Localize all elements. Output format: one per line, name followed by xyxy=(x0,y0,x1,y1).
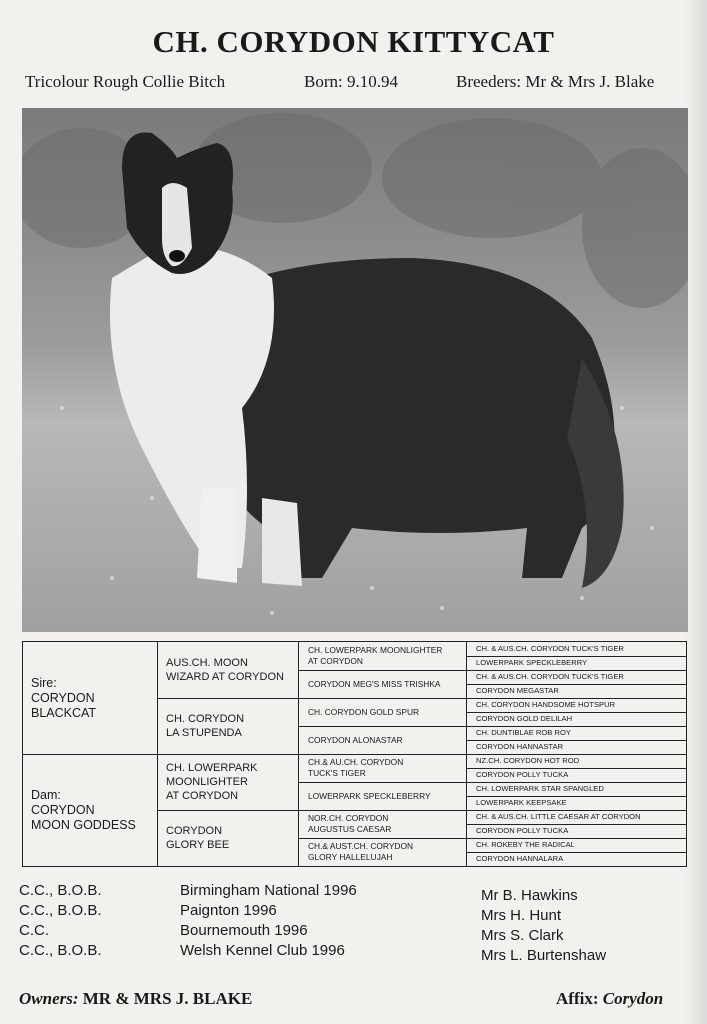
pedigree-gen3-cell: LOWERPARK SPECKLEBERRY xyxy=(308,790,431,801)
birth-date: Born: 9.10.94 xyxy=(304,72,398,91)
pedigree-gen4-cell: CH. ROKEBY THE RADICAL xyxy=(476,840,575,849)
award: C.C., B.O.B. xyxy=(19,882,102,899)
pedigree-gen4-cell: CORYDON POLLY TUCKA xyxy=(476,826,569,835)
pedigree-gen4-cell: CH. DUNTIBLAE ROB ROY xyxy=(476,728,571,737)
pedigree-gen3-cell: CH. LOWERPARK MOONLIGHTER AT CORYDON xyxy=(308,645,443,666)
pedigree-gen4-cell: CH. & AUS.CH. LITTLE CAESAR AT CORYDON xyxy=(476,812,641,821)
pedigree-gen4-cell: CORYDON MEGASTAR xyxy=(476,686,559,695)
pedigree-gen4-cell: NZ.CH. CORYDON HOT ROD xyxy=(476,756,580,765)
show: Birmingham National 1996 xyxy=(180,882,357,899)
pedigree-gen3-cell: CORYDON MEG'S MISS TRISHKA xyxy=(308,678,441,689)
pedigree-gen4-cell: CORYDON HANNASTAR xyxy=(476,742,564,751)
pedigree-gen4-cell: CORYDON GOLD DELILAH xyxy=(476,714,573,723)
pedigree-gen2-cell: CH. CORYDON LA STUPENDA xyxy=(166,713,245,739)
pedigree-gen3-cell: CH.& AU.CH. CORYDON TUCK'S TIGER xyxy=(308,757,404,778)
award: C.C., B.O.B. xyxy=(19,902,102,919)
pedigree-gen2-cell: AUS.CH. MOON WIZARD AT CORYDON xyxy=(166,657,284,683)
affix-label: Affix: xyxy=(556,989,599,1008)
owners-value: MR & MRS J. BLAKE xyxy=(82,989,253,1008)
pedigree-gen2-cell: CORYDON GLORY BEE xyxy=(166,825,230,851)
award: C.C. xyxy=(19,922,49,939)
pedigree-gen4-cell: LOWERPARK KEEPSAKE xyxy=(476,798,567,807)
pedigree-gen4-cell: CH. & AUS.CH. CORYDON TUCK'S TIGER xyxy=(476,644,624,653)
pedigree-gen4-cell: CH. & AUS.CH. CORYDON TUCK'S TIGER xyxy=(476,672,624,681)
pedigree-gen4-cell: CORYDON POLLY TUCKA xyxy=(476,770,569,779)
breeders: Breeders: Mr & Mrs J. Blake xyxy=(456,72,655,91)
show: Paignton 1996 xyxy=(180,902,277,919)
pedigree-gen3-cell: CORYDON ALONASTAR xyxy=(308,734,403,745)
pedigree-table xyxy=(22,641,687,867)
awards-column xyxy=(19,881,102,961)
pedigree-gen3-cell: CH.& AUST.CH. CORYDON GLORY HALLELUJAH xyxy=(308,841,414,862)
breed-description: Tricolour Rough Collie Bitch xyxy=(25,72,226,91)
dog-photo xyxy=(22,108,688,632)
dam-cell: Dam: CORYDON MOON GODDESS xyxy=(31,787,136,832)
award: C.C., B.O.B. xyxy=(19,942,102,959)
page-edge-shadow xyxy=(685,0,707,1024)
owners xyxy=(19,989,252,1009)
pedigree-gen4-cell: CH. LOWERPARK STAR SPANGLED xyxy=(476,784,604,793)
pedigree-gen4-cell: LOWERPARK SPECKLEBERRY xyxy=(476,658,588,667)
sire-cell: Sire: CORYDON BLACKCAT xyxy=(31,675,97,720)
judge: Mr B. Hawkins xyxy=(481,887,578,904)
affix-value: Corydon xyxy=(602,989,664,1008)
judge: Mrs H. Hunt xyxy=(481,907,562,924)
judge: Mrs L. Burtenshaw xyxy=(481,947,607,964)
show: Bournemouth 1996 xyxy=(180,922,308,939)
shows-column xyxy=(180,881,357,961)
owners-label: Owners: xyxy=(19,989,79,1008)
pedigree-gen2-cell: CH. LOWERPARK MOONLIGHTER AT CORYDON xyxy=(166,762,258,802)
show: Welsh Kennel Club 1996 xyxy=(180,942,345,959)
pedigree-gen3-cell: CH. CORYDON GOLD SPUR xyxy=(308,706,420,717)
judge: Mrs S. Clark xyxy=(481,927,564,944)
page-title: CH. CORYDON KITTYCAT xyxy=(152,24,555,59)
pedigree-gen4-cell: CORYDON HANNALARA xyxy=(476,854,564,863)
pedigree-gen4-cell: CH. CORYDON HANDSOME HOTSPUR xyxy=(476,700,616,709)
pedigree-gen3-cell: NOR.CH. CORYDON AUGUSTUS CAESAR xyxy=(308,813,392,834)
judges-column xyxy=(481,886,606,966)
affix xyxy=(556,989,663,1009)
